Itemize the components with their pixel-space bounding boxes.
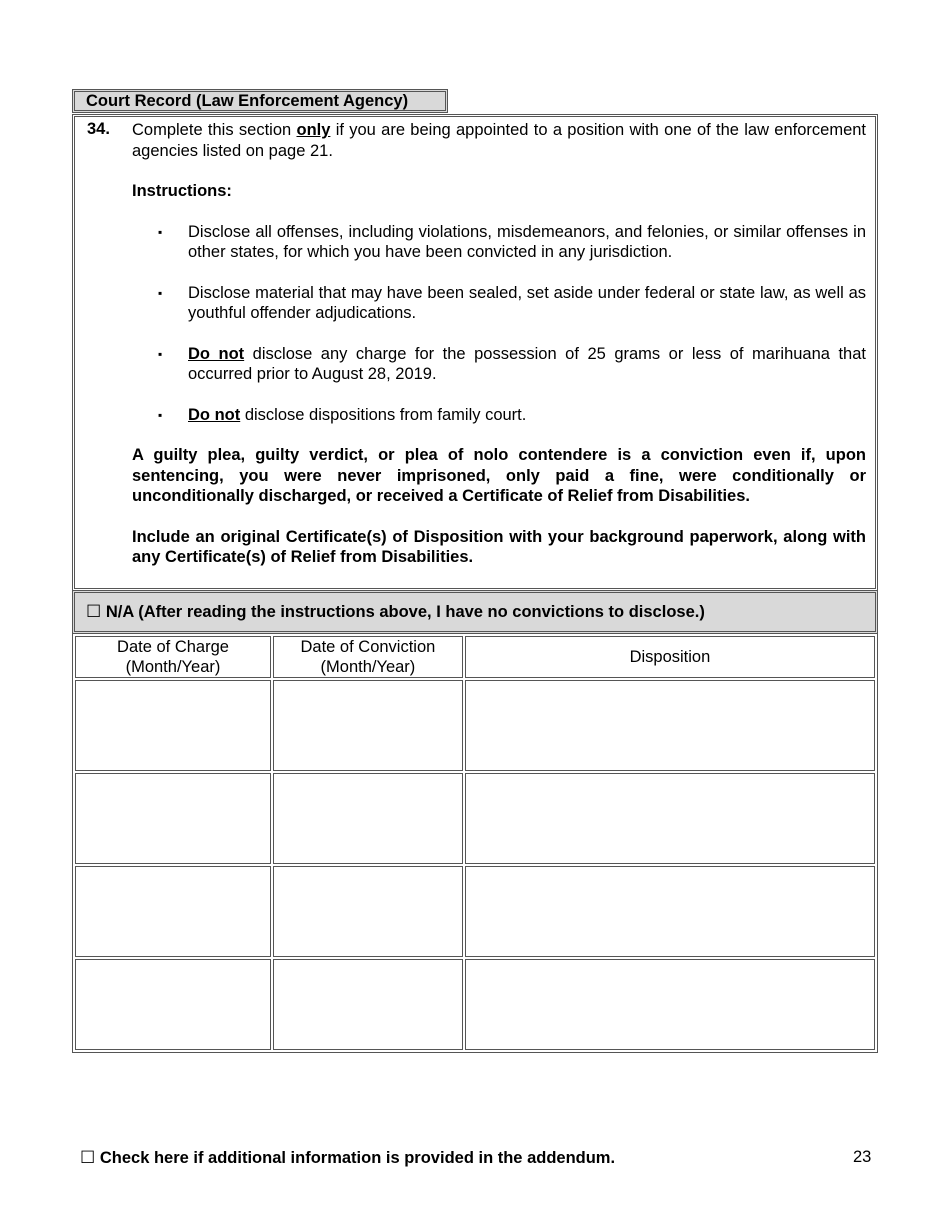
na-checkbox[interactable]: ☐ xyxy=(86,602,102,621)
include-note: Include an original Certificate(s) of Disposition with your background paperwork, along with any Certificate(s) of Relief from Disabilities. xyxy=(132,527,866,566)
section-title-text: Court Record (Law Enforcement Agency) xyxy=(86,92,409,110)
date-of-conviction-cell[interactable] xyxy=(273,959,463,1050)
addendum-option xyxy=(80,1148,615,1168)
date-of-charge-cell[interactable] xyxy=(75,680,271,771)
header-date-of-conviction: Date of Conviction (Month/Year) xyxy=(273,636,463,678)
date-of-conviction-cell[interactable] xyxy=(273,866,463,957)
bullet-icon: ▪ xyxy=(158,285,163,300)
addendum-checkbox[interactable]: ☐ xyxy=(80,1148,96,1167)
instruction-bullets xyxy=(132,222,866,426)
table-row xyxy=(75,866,875,957)
table-row xyxy=(75,959,875,1050)
date-of-charge-cell[interactable] xyxy=(75,959,271,1050)
header-disposition: Disposition xyxy=(465,636,875,678)
disposition-cell[interactable] xyxy=(465,959,875,1050)
convictions-table xyxy=(72,633,878,1053)
date-of-charge-cell[interactable] xyxy=(75,866,271,957)
date-of-charge-cell[interactable] xyxy=(75,773,271,864)
table-row xyxy=(75,773,875,864)
disposition-cell[interactable] xyxy=(465,773,875,864)
bullet-item: ▪ Do not disclose dispositions from family court. xyxy=(158,405,527,424)
question-number: 34. xyxy=(87,120,110,138)
intro-text: Complete this section only if you are being appointed to a position with one of the law enforcement agencies listed on page 21. xyxy=(132,121,867,160)
date-of-conviction-cell[interactable] xyxy=(273,680,463,771)
bullet-item: ▪ Disclose all offenses, including violations, misdemeanors, and felonies, or similar offenses in other states, for which you have been convicted in any jurisdiction. xyxy=(158,222,866,261)
bullet-item: ▪ Do not disclose any charge for the possession of 25 grams or less of marihuana that occurred prior to August 28, 2019. xyxy=(158,344,866,383)
conviction-note: A guilty plea, guilty verdict, or plea of nolo contendere is a conviction even if, upon sentencing, you were never imprisoned, only paid a fine, were conditionally or unconditionally discharged, or received a Certificate of Relief from Disabilities. xyxy=(132,446,866,505)
disposition-cell[interactable] xyxy=(465,680,875,771)
section-title xyxy=(72,89,448,113)
page-number: 23 xyxy=(853,1148,872,1166)
date-of-conviction-cell[interactable] xyxy=(273,773,463,864)
instructions-box xyxy=(72,114,878,591)
intro-emphasis: only xyxy=(296,121,331,139)
bullet-icon: ▪ xyxy=(158,407,163,422)
instructions-content xyxy=(132,120,866,588)
bullet-icon: ▪ xyxy=(158,224,163,239)
bullet-item: ▪ Disclose material that may have been sealed, set aside under federal or state law, as well as youthful offender adjudications. xyxy=(158,283,866,322)
table-header-row xyxy=(75,636,875,678)
na-label: N/A (After reading the instructions above, I have no convictions to disclose.) xyxy=(105,603,705,621)
instructions-heading: Instructions: xyxy=(132,182,232,200)
na-option-row xyxy=(72,590,878,634)
header-date-of-charge: Date of Charge (Month/Year) xyxy=(75,636,271,678)
addendum-label: Check here if additional information is provided in the addendum. xyxy=(99,1149,616,1167)
disposition-cell[interactable] xyxy=(465,866,875,957)
bullet-icon: ▪ xyxy=(158,346,163,361)
table-row xyxy=(75,680,875,771)
